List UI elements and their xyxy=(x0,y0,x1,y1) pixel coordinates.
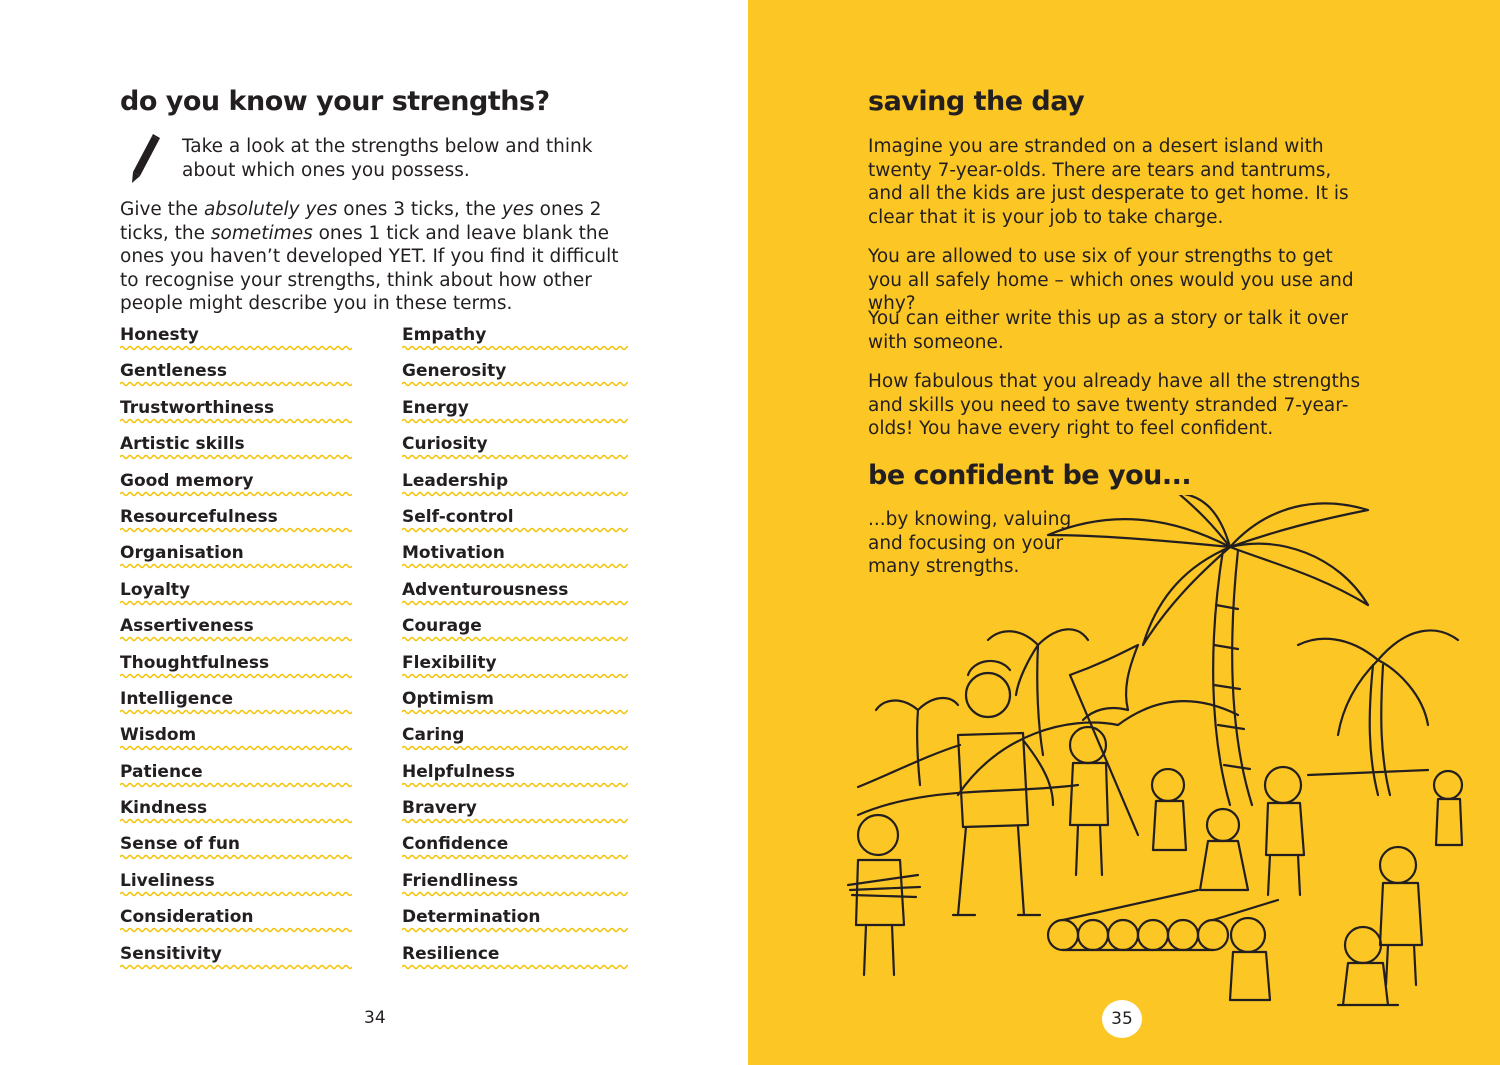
strength-item xyxy=(120,431,352,467)
strength-item xyxy=(120,322,352,358)
strength-item xyxy=(120,831,352,867)
strength-label: Leadership xyxy=(402,470,509,491)
strength-label: Good memory xyxy=(120,470,254,491)
strength-item xyxy=(402,468,628,504)
strength-item xyxy=(402,322,628,358)
tick-line xyxy=(402,708,628,716)
instructions-part: Give the xyxy=(120,199,204,220)
page-number-right xyxy=(1102,1000,1142,1038)
tick-line xyxy=(402,853,628,861)
strength-item xyxy=(402,831,628,867)
tick-line xyxy=(120,417,352,425)
tick-line xyxy=(402,635,628,643)
strength-label: Sense of fun xyxy=(120,834,241,855)
strength-label: Artistic skills xyxy=(120,434,245,455)
strength-label: Adventurousness xyxy=(402,579,569,600)
strength-item xyxy=(402,431,628,467)
strength-item xyxy=(402,504,628,540)
strength-item xyxy=(402,613,628,649)
strength-item xyxy=(402,868,628,904)
strengths-list-right xyxy=(402,322,628,977)
strength-item xyxy=(120,941,352,977)
tick-line xyxy=(120,344,352,352)
strength-label: Assertiveness xyxy=(120,616,254,637)
strength-item xyxy=(120,759,352,795)
strength-item xyxy=(402,795,628,831)
strength-label: Thoughtfulness xyxy=(120,652,270,673)
pencil-icon xyxy=(128,134,162,184)
instructions-part: ones 1 tick and leave blank the ones you haven’t developed YET. If you find it difficult to recognise your strengths, think about how other people might describe you in these terms. xyxy=(120,222,619,315)
strength-label: Friendliness xyxy=(402,870,519,891)
tick-line xyxy=(120,453,352,461)
page-number-left: 34 xyxy=(364,1008,386,1028)
tick-line xyxy=(120,817,352,825)
story-paragraph: You are allowed to use six of your strengths to get you all safely home – which ones would you use and why? xyxy=(868,246,1354,315)
strength-item xyxy=(120,868,352,904)
tick-line xyxy=(120,890,352,898)
strength-label: Intelligence xyxy=(120,688,233,709)
story-paragraph: Imagine you are stranded on a desert island with twenty 7-year-olds. There are tears and tantrums, and all the kids are just desperate to get home. It is clear that it is your job to take charge. xyxy=(868,136,1349,228)
strength-item xyxy=(402,540,628,576)
strength-item xyxy=(120,468,352,504)
tick-line xyxy=(120,490,352,498)
strength-label: Consideration xyxy=(120,907,254,928)
strength-label: Gentleness xyxy=(120,361,227,382)
instructions-part: ones 2 ticks, the xyxy=(120,199,602,244)
strength-label: Resilience xyxy=(402,943,500,964)
tick-line xyxy=(120,380,352,388)
strength-item xyxy=(120,358,352,394)
tick-line xyxy=(120,526,352,534)
instructions-emphasis: yes xyxy=(501,199,534,220)
strength-label: Liveliness xyxy=(120,870,215,891)
strength-item xyxy=(120,904,352,940)
strength-item xyxy=(120,795,352,831)
strength-label: Energy xyxy=(402,397,469,418)
strength-item xyxy=(402,904,628,940)
strength-label: Generosity xyxy=(402,361,507,382)
tick-line xyxy=(120,562,352,570)
tick-line xyxy=(120,781,352,789)
right-page-title: saving the day xyxy=(868,86,1085,117)
strength-item xyxy=(402,686,628,722)
strength-item xyxy=(120,722,352,758)
strength-item xyxy=(120,540,352,576)
strength-item xyxy=(402,722,628,758)
tick-line xyxy=(402,963,628,971)
strength-label: Empathy xyxy=(402,325,487,345)
tick-line xyxy=(402,490,628,498)
tick-line xyxy=(402,817,628,825)
strength-label: Caring xyxy=(402,725,465,746)
strength-label: Curiosity xyxy=(402,434,488,455)
tick-line xyxy=(120,853,352,861)
instructions-part: ones 3 ticks, the xyxy=(337,199,502,220)
left-page xyxy=(0,0,748,1065)
strength-item xyxy=(402,759,628,795)
strength-label: Courage xyxy=(402,616,482,637)
strength-label: Motivation xyxy=(402,543,505,564)
instructions-emphasis: sometimes xyxy=(210,222,313,244)
tick-line xyxy=(120,708,352,716)
tick-line xyxy=(402,781,628,789)
strength-item xyxy=(120,613,352,649)
tick-line xyxy=(120,744,352,752)
strengths-list-left xyxy=(120,322,352,977)
strength-label: Sensitivity xyxy=(120,943,222,964)
tick-line xyxy=(402,890,628,898)
tick-line xyxy=(402,344,628,352)
strength-item xyxy=(402,941,628,977)
strength-label: Patience xyxy=(120,761,203,782)
intro-text: Take a look at the strengths below and think about which ones you possess. xyxy=(182,136,593,181)
strength-item xyxy=(120,650,352,686)
tick-line xyxy=(120,635,352,643)
tick-line xyxy=(402,926,628,934)
strength-item xyxy=(402,358,628,394)
strength-label: Wisdom xyxy=(120,725,197,746)
instructions-text xyxy=(120,198,640,316)
tick-line xyxy=(402,672,628,680)
strength-label: Determination xyxy=(402,907,541,928)
tick-line xyxy=(120,963,352,971)
strength-label: Kindness xyxy=(120,798,208,819)
strength-label: Helpfulness xyxy=(402,761,515,782)
strength-label: Flexibility xyxy=(402,652,497,673)
closing-text: ...by knowing, valuing and focusing on your many strengths. xyxy=(868,509,1072,578)
strength-label: Bravery xyxy=(402,798,477,819)
instructions-emphasis: absolutely yes xyxy=(203,199,338,220)
strength-label: Self-control xyxy=(402,506,514,527)
strength-item xyxy=(402,650,628,686)
strength-label: Trustworthiness xyxy=(120,397,275,418)
page-number-right-label: 35 xyxy=(1111,1009,1133,1029)
tick-line xyxy=(402,417,628,425)
story-paragraph: How fabulous that you already have all the strengths and skills you need to save twenty stranded 7-year-olds! You have every right to feel confident. xyxy=(868,371,1361,440)
tick-line xyxy=(402,380,628,388)
strength-item xyxy=(120,395,352,431)
strength-item xyxy=(120,504,352,540)
strength-label: Resourcefulness xyxy=(120,506,278,527)
tick-line xyxy=(402,562,628,570)
strength-item xyxy=(120,686,352,722)
tick-line xyxy=(120,672,352,680)
tick-line xyxy=(402,453,628,461)
strength-label: Organisation xyxy=(120,543,244,564)
tick-line xyxy=(402,599,628,607)
story-paragraph: You can either write this up as a story or talk it over with someone. xyxy=(868,308,1349,353)
strength-item xyxy=(402,395,628,431)
strength-item xyxy=(120,577,352,613)
strength-item xyxy=(402,577,628,613)
confident-subtitle: be confident be you... xyxy=(868,460,1192,491)
strength-label: Optimism xyxy=(402,688,494,709)
tick-line xyxy=(120,926,352,934)
strength-label: Honesty xyxy=(120,325,199,345)
strength-label: Confidence xyxy=(402,834,509,855)
tick-line xyxy=(120,599,352,607)
tick-line xyxy=(402,526,628,534)
tick-line xyxy=(402,744,628,752)
strength-label: Loyalty xyxy=(120,579,191,600)
left-page-title: do you know your strengths? xyxy=(120,86,550,117)
